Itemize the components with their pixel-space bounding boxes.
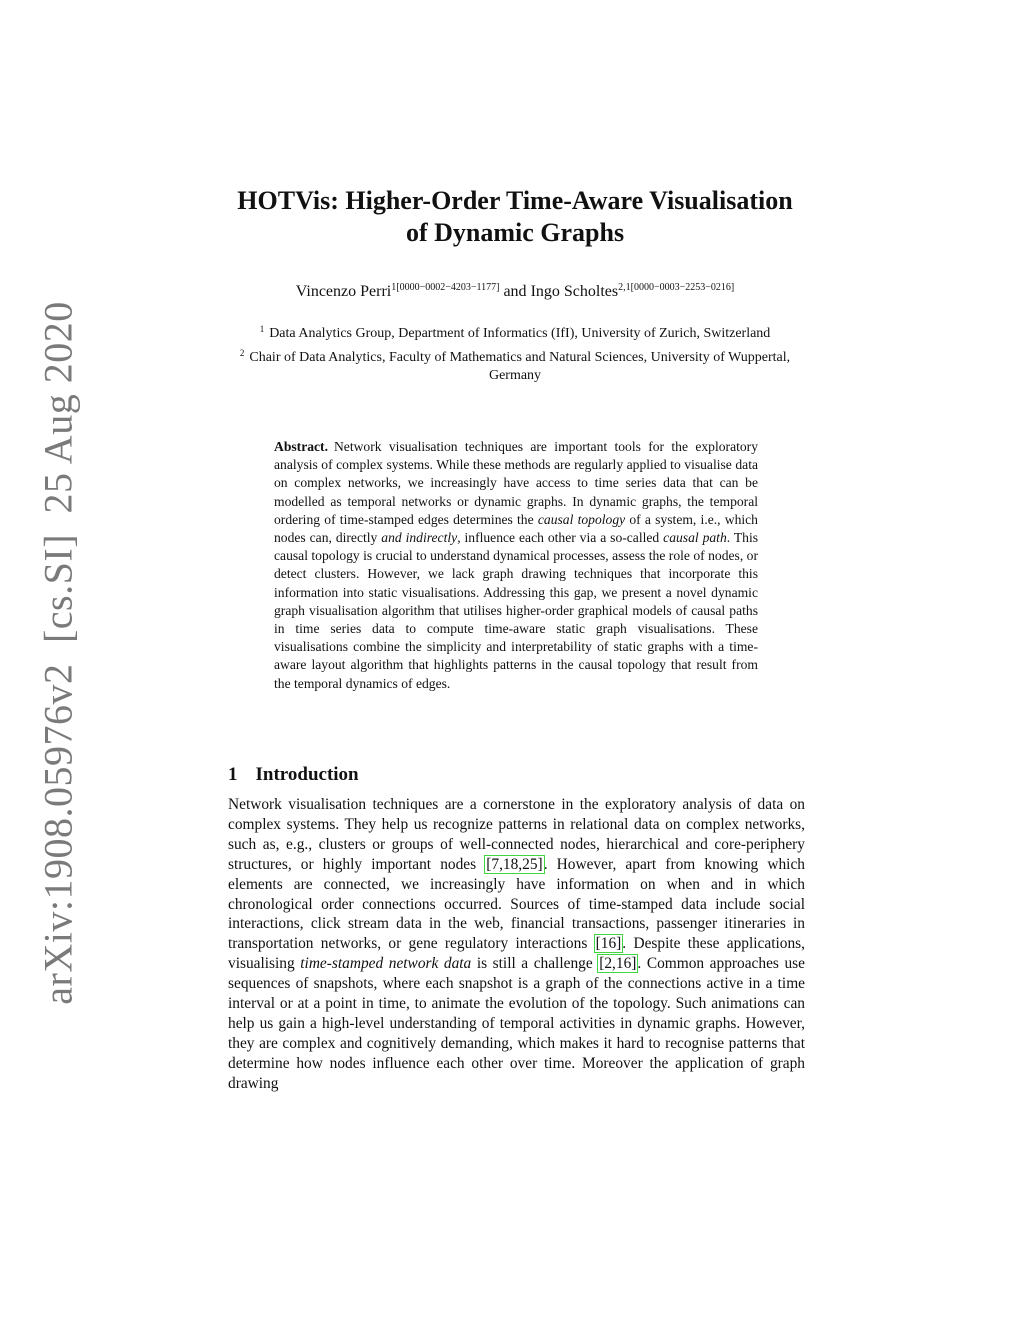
author-conjunction: and — [503, 283, 527, 300]
affiliation-1-number: 1 — [259, 324, 265, 334]
arxiv-id: arXiv:1908.05976v2 — [35, 663, 81, 1005]
intro-text-5: . Common approaches use sequences of snapshots, where each snapshot is a graph of the connections active in a time interval or at a point in time, to animate the evolution of the topology. Such animations can help us gain a high-level understanding of temporal activities in dynamic graphs. However, they are complex and cognitively demanding, which makes it hard to recognise patterns that determine how nodes influence each other over time. Moreover the application of graph drawing — [228, 955, 805, 1092]
abstract-label: Abstract. — [274, 439, 328, 454]
author-1-name: Vincenzo Perri — [295, 283, 392, 300]
abstract-text-1: Network visualisation techniques are important tools for the exploratory analysis of complex systems. While these methods are regularly applied to visualise data on complex networks, we increasingly have access to time series data that can be modelled as temporal networks or dynamic graphs. In dynamic graphs, the temporal ordering of time-stamped edges determines the — [274, 439, 758, 527]
citation-link[interactable]: [16] — [595, 935, 622, 953]
abstract-text-3: , influence each other via a so-called — [457, 530, 660, 546]
citation-link[interactable]: [2,16] — [599, 955, 637, 973]
affiliation-2 — [220, 344, 810, 386]
intro-text-3: . Despite these applications, visualising — [228, 935, 805, 973]
intro-emphasis-time-stamped: time-stamped network data — [300, 955, 472, 973]
author-1-orcid: 1[0000−0002−4203−1177] — [391, 282, 500, 293]
author-2-orcid: 2,1[0000−0003−2253−0216] — [618, 282, 735, 293]
abstract — [274, 438, 758, 693]
abstract-emphasis-causal-topology: causal topology — [537, 511, 626, 527]
section-heading-introduction — [228, 764, 359, 786]
affiliation-list — [220, 320, 810, 386]
title-line-1: HOTVis: Higher-Order Time-Aware Visualisation — [237, 186, 793, 215]
affiliation-2-number: 2 — [239, 347, 245, 358]
citation-link[interactable]: [7,18,25] — [486, 855, 543, 873]
author-2-name: Ingo Scholtes — [530, 283, 619, 300]
paper-title — [200, 185, 830, 249]
arxiv-identifier-stamp — [35, 291, 82, 1004]
introduction-paragraph — [228, 795, 805, 1094]
author-list — [200, 282, 830, 301]
abstract-emphasis-and-indirectly: and indirectly — [381, 530, 458, 546]
abstract-text-4: . This causal topology is crucial to understand dynamical processes, assess the role of nodes, or detect clusters. However, we lack graph drawing techniques that incorporate this information into static visualisations. Addressing this gap, we present a novel dynamic graph visualisation algorithm that utilises higher-order graphical models of causal paths in time series data to compute time-aware static graph visualisations. These visualisations combine the simplicity and interpretability of static graphs with a time-aware layout algorithm that highlights patterns in the causal topology that result from the temporal dynamics of edges. — [274, 530, 759, 691]
abstract-text-2: of a system, i.e., which nodes can, directly — [274, 511, 758, 546]
intro-text-1: Network visualisation techniques are a cornerstone in the exploratory analysis of data on complex systems. They help us recognize patterns in relational data on complex networks, such as, e.g., clusters or groups of well-connected nodes, hierarchical and core-periphery structures, or highly important nodes — [228, 796, 805, 873]
abstract-emphasis-causal-path: causal path — [663, 530, 727, 546]
affiliation-2-text: Chair of Data Analytics, Faculty of Mathematics and Natural Sciences, University of Wuppertal, Germany — [249, 349, 791, 383]
arxiv-category: [cs.SI] — [35, 533, 81, 644]
section-number: 1 — [228, 764, 238, 785]
intro-text-4: is still a challenge — [476, 955, 593, 973]
intro-text-2: . However, apart from knowing which elements are connected, we increasingly have information on when and in which chronological order connections occurred. Sources of time-stamped data include social interactions, click stream data in the web, financial transactions, passenger itineraries in transportation networks, or gene regulatory interactions — [228, 855, 805, 953]
affiliation-1 — [220, 320, 810, 344]
section-title: Introduction — [255, 764, 359, 785]
title-line-2: of Dynamic Graphs — [405, 218, 625, 247]
affiliation-1-text: Data Analytics Group, Department of Informatics (IfI), University of Zurich, Switzerland — [269, 326, 771, 341]
arxiv-date: 25 Aug 2020 — [35, 301, 81, 514]
